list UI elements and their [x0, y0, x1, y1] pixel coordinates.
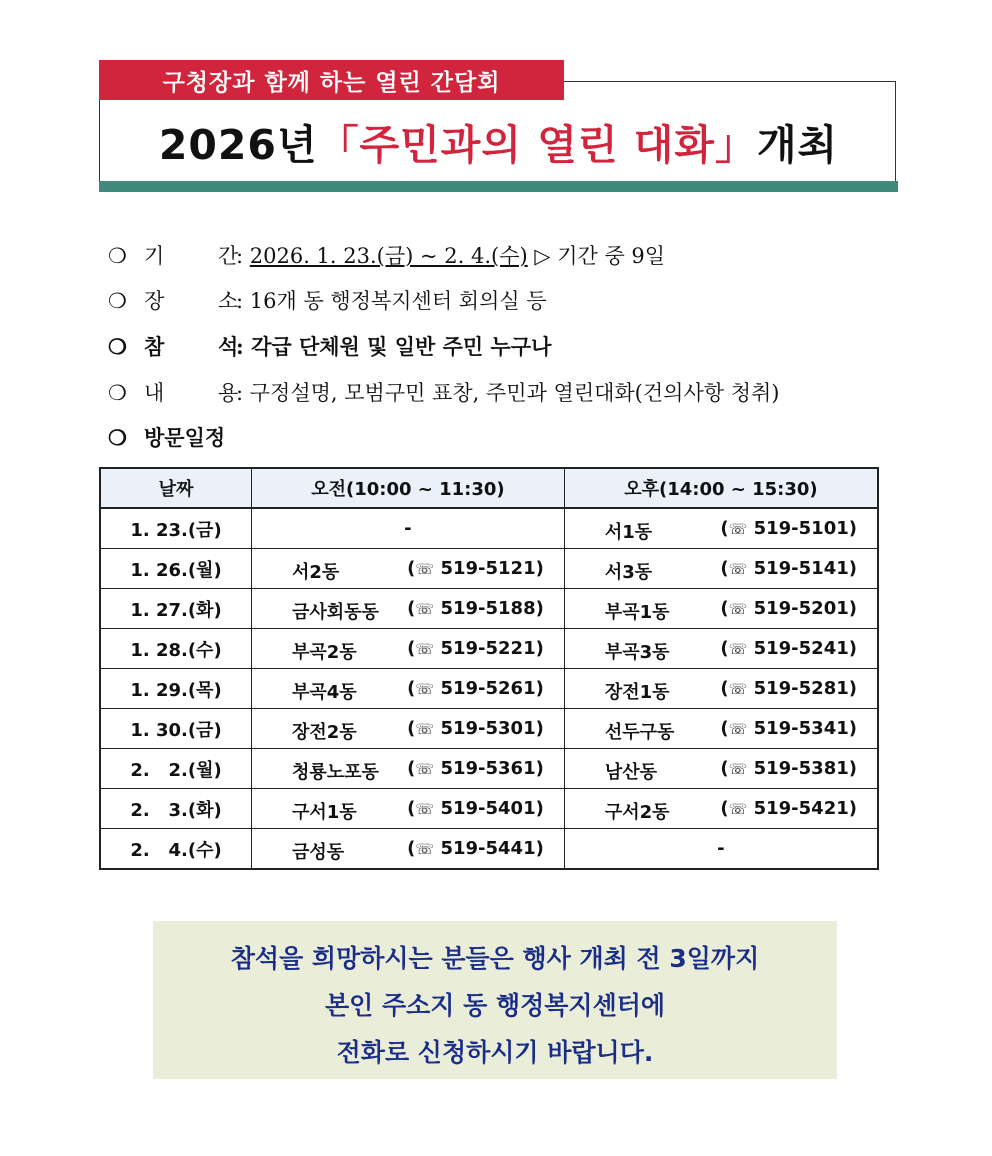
afternoon-cell — [564, 629, 878, 669]
info-label-char1: 기 — [144, 244, 165, 268]
afternoon-cell — [564, 749, 878, 789]
dong-name: 구서2동 — [604, 802, 670, 823]
phone-icon: ☏ — [728, 560, 748, 578]
phone-value: 519-5121 — [440, 558, 536, 579]
phone-number — [720, 758, 857, 779]
phone-number — [720, 558, 857, 579]
morning-cell — [252, 829, 565, 870]
morning-cell — [252, 629, 565, 669]
phone-value: 519-5361 — [440, 758, 536, 779]
date-cell: 1. 30.(금) — [100, 709, 252, 749]
paren: ( — [407, 638, 416, 659]
phone-icon: ☏ — [728, 520, 748, 538]
paren: ( — [407, 758, 416, 779]
phone-value: 519-5141 — [753, 558, 849, 579]
paren: ( — [720, 798, 729, 819]
date-cell: 2. 3.(화) — [100, 789, 252, 829]
paren: ( — [720, 718, 729, 739]
paren: ) — [535, 798, 544, 819]
bullet-icon: ❍ — [108, 289, 127, 313]
table-header-row — [100, 468, 878, 508]
morning-cell — [252, 549, 565, 589]
phone-icon: ☏ — [415, 680, 435, 698]
phone-value: 519-5221 — [440, 638, 536, 659]
paren: ) — [535, 558, 544, 579]
dong-name: 금사회동동 — [292, 602, 379, 623]
paren: ( — [720, 598, 729, 619]
paren: ( — [407, 838, 416, 859]
paren: ) — [535, 598, 544, 619]
phone-number — [720, 678, 857, 699]
phone-icon: ☏ — [415, 840, 435, 858]
afternoon-cell — [564, 589, 878, 629]
phone-number — [407, 558, 544, 579]
info-label-char1: 내 — [144, 381, 165, 405]
table-row — [100, 508, 878, 549]
table-row — [100, 709, 878, 749]
bullet-icon: ❍ — [108, 381, 127, 405]
paren: ) — [848, 678, 857, 699]
dong-name: 서1동 — [604, 522, 653, 543]
date-cell: 1. 28.(수) — [100, 629, 252, 669]
dong-name: 청룡노포동 — [292, 762, 379, 783]
phone-value: 519-5101 — [753, 518, 849, 539]
paren: ( — [720, 518, 729, 539]
phone-number — [407, 638, 544, 659]
phone-icon: ☏ — [415, 800, 435, 818]
phone-number — [720, 798, 857, 819]
paren: ( — [407, 598, 416, 619]
phone-number — [720, 518, 857, 539]
paren: ( — [407, 718, 416, 739]
phone-value: 519-5281 — [753, 678, 849, 699]
date-cell: 2. 4.(수) — [100, 829, 252, 870]
info-content — [108, 377, 779, 407]
date-cell: 1. 29.(목) — [100, 669, 252, 709]
afternoon-cell — [564, 709, 878, 749]
phone-icon: ☏ — [728, 720, 748, 738]
afternoon-cell — [564, 789, 878, 829]
paren: ( — [720, 638, 729, 659]
table-row — [100, 629, 878, 669]
morning-cell — [252, 669, 565, 709]
dong-name: 장전2동 — [292, 722, 357, 743]
paren: ) — [848, 758, 857, 779]
info-label-char2: 소 — [218, 289, 239, 313]
info-value: 각급 단체원 및 일반 주민 누구나 — [251, 334, 552, 359]
info-label-char1: 장 — [144, 289, 165, 313]
dong-name: 서2동 — [292, 562, 340, 583]
notice-line: 전화로 신청하시기 바랍니다. — [336, 1038, 654, 1067]
paren: ) — [848, 638, 857, 659]
phone-icon: ☏ — [415, 760, 435, 778]
phone-value: 519-5381 — [753, 758, 849, 779]
date-cell: 1. 26.(월) — [100, 549, 252, 589]
table-row — [100, 789, 878, 829]
paren: ) — [848, 558, 857, 579]
dong-name: 금성동 — [292, 842, 345, 863]
paren: ( — [720, 758, 729, 779]
morning-cell — [252, 589, 565, 629]
info-label-char1: 참 — [144, 334, 165, 359]
phone-icon: ☏ — [415, 720, 435, 738]
paren: ) — [848, 718, 857, 739]
paren: ) — [848, 598, 857, 619]
info-colon: : — [236, 244, 250, 268]
phone-icon: ☏ — [728, 600, 748, 618]
schedule-table — [99, 467, 879, 870]
date-cell: 1. 23.(금) — [100, 508, 252, 549]
morning-cell — [252, 749, 565, 789]
info-place — [108, 285, 547, 315]
empty-slot-cell: - — [252, 508, 565, 549]
phone-value: 519-5441 — [440, 838, 536, 859]
info-label-char2: 용 — [218, 381, 239, 405]
phone-icon: ☏ — [728, 800, 748, 818]
info-schedule-heading — [108, 422, 225, 452]
phone-icon: ☏ — [728, 680, 748, 698]
table-row — [100, 589, 878, 629]
afternoon-cell — [564, 549, 878, 589]
title-year: 2026년 — [158, 121, 318, 169]
date-cell: 2. 2.(월) — [100, 749, 252, 789]
phone-number — [407, 758, 544, 779]
notice-box — [153, 921, 837, 1079]
info-value: 구정설명, 모범구민 표창, 주민과 열린대화(건의사항 청취) — [249, 381, 780, 405]
phone-value: 519-5301 — [440, 718, 536, 739]
info-value: 16개 동 행정복지센터 회의실 등 — [249, 289, 547, 313]
bullet-icon: ❍ — [108, 334, 127, 359]
page-title — [99, 112, 898, 171]
phone-value: 519-5401 — [440, 798, 536, 819]
schedule-heading: 방문일정 — [144, 425, 226, 450]
phone-value: 519-5261 — [440, 678, 536, 699]
header-date: 날짜 — [100, 468, 252, 508]
notice-line: 참석을 희망하시는 분들은 행사 개최 전 3일까지 — [230, 944, 760, 973]
paren: ( — [407, 798, 416, 819]
paren: ) — [535, 678, 544, 699]
phone-value: 519-5421 — [753, 798, 849, 819]
paren: ) — [848, 798, 857, 819]
table-row — [100, 749, 878, 789]
phone-number — [407, 598, 544, 619]
phone-number — [720, 718, 857, 739]
bullet-icon: ❍ — [108, 244, 127, 268]
info-colon: : — [236, 289, 250, 313]
phone-number — [407, 718, 544, 739]
table-row — [100, 549, 878, 589]
morning-cell — [252, 709, 565, 749]
title-suffix: 개최 — [756, 121, 839, 169]
info-label-char2: 석 — [218, 334, 239, 359]
info-attendees — [108, 331, 551, 361]
bullet-icon: ❍ — [108, 425, 127, 450]
phone-number — [407, 838, 544, 859]
paren: ( — [407, 558, 416, 579]
dong-name: 구서1동 — [292, 802, 357, 823]
dong-name: 부곡1동 — [604, 602, 670, 623]
phone-icon: ☏ — [415, 600, 435, 618]
afternoon-cell — [564, 508, 878, 549]
paren: ( — [720, 678, 729, 699]
paren: ) — [535, 758, 544, 779]
paren: ( — [720, 558, 729, 579]
phone-value: 519-5241 — [753, 638, 849, 659]
date-cell: 1. 27.(화) — [100, 589, 252, 629]
phone-number — [720, 638, 857, 659]
info-colon: : — [236, 381, 250, 405]
phone-icon: ☏ — [728, 760, 748, 778]
table-row — [100, 829, 878, 870]
phone-value: 519-5188 — [440, 598, 536, 619]
empty-slot-cell: - — [564, 829, 878, 870]
notice-line: 본인 주소지 동 행정복지센터에 — [324, 991, 666, 1020]
title-underline-bar — [99, 181, 898, 192]
dong-name: 서3동 — [604, 562, 653, 583]
paren: ( — [407, 678, 416, 699]
info-colon: : — [236, 334, 252, 359]
header-morning: 오전(10:00 ~ 11:30) — [252, 468, 565, 508]
phone-icon: ☏ — [728, 640, 748, 658]
info-value: ▷ 기간 중 9일 — [527, 244, 666, 268]
title-accent: 「주민과의 열린 대화」 — [317, 121, 757, 169]
dong-name: 선두구동 — [604, 722, 675, 743]
morning-cell — [252, 789, 565, 829]
phone-number — [720, 598, 857, 619]
phone-value: 519-5201 — [753, 598, 849, 619]
phone-number — [407, 678, 544, 699]
info-period — [108, 240, 665, 270]
info-label-char2: 간 — [218, 244, 239, 268]
event-tag: 구청장과 함께 하는 열린 간담회 — [99, 60, 564, 100]
info-value-underlined: 2026. 1. 23.(금) ~ 2. 4.(수) — [249, 244, 528, 268]
afternoon-cell — [564, 669, 878, 709]
dong-name: 부곡4동 — [292, 682, 357, 703]
phone-value: 519-5341 — [753, 718, 849, 739]
phone-icon: ☏ — [415, 560, 435, 578]
phone-icon: ☏ — [415, 640, 435, 658]
dong-name: 부곡2동 — [292, 642, 357, 663]
paren: ) — [848, 518, 857, 539]
dong-name: 장전1동 — [604, 682, 670, 703]
dong-name: 남산동 — [604, 762, 658, 783]
header-afternoon: 오후(14:00 ~ 15:30) — [564, 468, 878, 508]
paren: ) — [535, 638, 544, 659]
table-row — [100, 669, 878, 709]
paren: ) — [535, 838, 544, 859]
dong-name: 부곡3동 — [604, 642, 670, 663]
paren: ) — [535, 718, 544, 739]
phone-number — [407, 798, 544, 819]
